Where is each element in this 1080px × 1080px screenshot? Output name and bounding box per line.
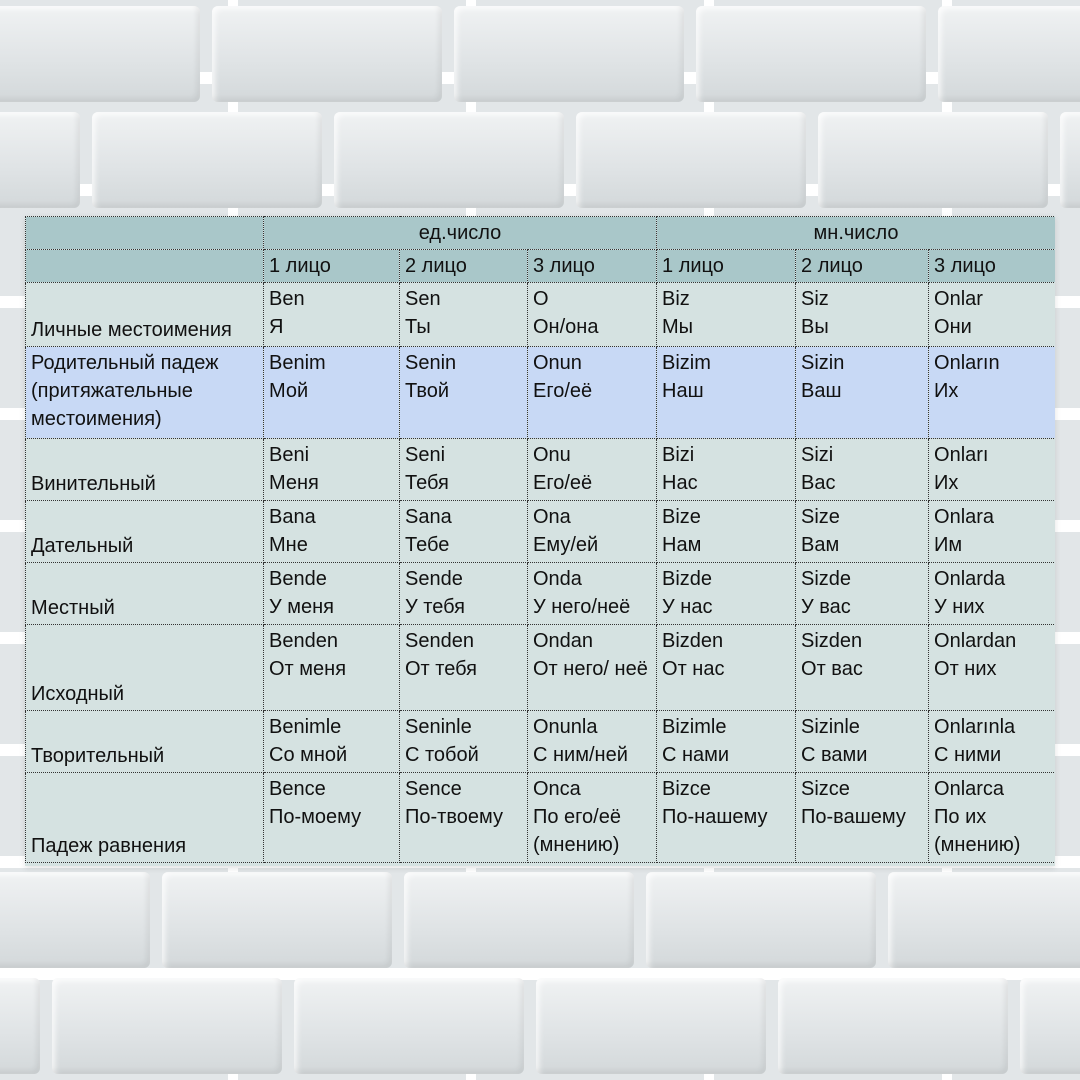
russian-translation: По-вашему — [801, 806, 906, 828]
pronoun-cell — [657, 563, 796, 625]
russian-translation: Они — [934, 316, 972, 338]
pronoun-cell — [528, 347, 657, 439]
pronoun-cell — [264, 563, 400, 625]
russian-translation: По-нашему — [662, 806, 768, 828]
pronoun-cell — [400, 439, 528, 501]
russian-translation: От нас — [662, 658, 725, 680]
turkish-form: Beni — [269, 444, 310, 466]
russian-translation: Нас — [662, 472, 698, 494]
turkish-form: Sizde — [801, 568, 852, 590]
brick-row — [0, 866, 1060, 966]
pronoun-cell — [929, 563, 1055, 625]
russian-translation: С тобой — [405, 744, 479, 766]
pronoun-table-sheet — [25, 216, 1055, 866]
russian-translation: Его/её — [533, 472, 593, 494]
turkish-form: Onlarda — [934, 568, 1006, 590]
turkish-form: Siz — [801, 288, 829, 310]
pronoun-cell — [929, 283, 1055, 347]
table-row — [26, 501, 1056, 563]
russian-translation: У него/неё — [533, 596, 631, 618]
russian-translation: От вас — [801, 658, 863, 680]
number-header-row — [26, 217, 1056, 250]
russian-translation: По его/её (мнению) — [533, 806, 621, 856]
turkish-form: Benimle — [269, 716, 342, 738]
russian-translation: От них — [934, 658, 997, 680]
russian-translation: Он/она — [533, 316, 599, 338]
turkish-form: Sana — [405, 506, 452, 528]
case-label: Винительный — [26, 439, 264, 501]
pronoun-cell — [528, 439, 657, 501]
turkish-form: Onu — [533, 444, 571, 466]
pronoun-cell — [400, 773, 528, 863]
pronoun-cell — [929, 501, 1055, 563]
pronoun-cell — [796, 711, 929, 773]
pronoun-cell — [264, 625, 400, 711]
turkish-form: Bize — [662, 506, 701, 528]
pronoun-cell — [528, 711, 657, 773]
turkish-form: Bizce — [662, 778, 711, 800]
russian-translation: Ему/ей — [533, 534, 599, 556]
table-row — [26, 773, 1056, 863]
turkish-form: Seninle — [405, 716, 472, 738]
russian-translation: Наш — [662, 380, 704, 402]
russian-translation: Мы — [662, 316, 694, 338]
person-header: 1 лицо — [657, 250, 796, 283]
russian-translation: По-моему — [269, 806, 362, 828]
turkish-form: Onca — [533, 778, 581, 800]
pronoun-cell — [528, 501, 657, 563]
person-header: 1 лицо — [264, 250, 400, 283]
turkish-form: Sence — [405, 778, 462, 800]
pronoun-cell — [528, 563, 657, 625]
russian-translation: У нас — [662, 596, 713, 618]
pronoun-cell — [528, 773, 657, 863]
russian-translation: Я — [269, 316, 284, 338]
pronoun-cell — [796, 563, 929, 625]
turkish-form: Bizde — [662, 568, 713, 590]
turkish-form: Onların — [934, 352, 1000, 374]
pronoun-cell — [657, 439, 796, 501]
russian-translation: Их — [934, 472, 959, 494]
table-row — [26, 625, 1056, 711]
russian-translation: Твой — [405, 380, 450, 402]
pronoun-cell — [796, 501, 929, 563]
pronoun-cell — [264, 439, 400, 501]
pronoun-cell — [528, 283, 657, 347]
pronoun-cell — [929, 711, 1055, 773]
table-row — [26, 439, 1056, 501]
pronoun-cell — [657, 283, 796, 347]
pronoun-cell — [796, 773, 929, 863]
turkish-form: Bende — [269, 568, 327, 590]
russian-translation: Мне — [269, 534, 308, 556]
russian-translation: У тебя — [405, 596, 465, 618]
pronoun-cell — [400, 563, 528, 625]
russian-translation: Вас — [801, 472, 836, 494]
russian-translation: Нам — [662, 534, 702, 556]
russian-translation: Тебя — [405, 472, 449, 494]
turkish-form: Bizimle — [662, 716, 727, 738]
turkish-form: Benden — [269, 630, 338, 652]
turkish-form: Sizce — [801, 778, 850, 800]
table-body — [26, 283, 1056, 863]
russian-translation: Со мной — [269, 744, 348, 766]
turkish-form: Bizim — [662, 352, 711, 374]
turkish-form: Senden — [405, 630, 474, 652]
person-header-row — [26, 250, 1056, 283]
pronoun-cell — [657, 711, 796, 773]
turkish-form: Onlarca — [934, 778, 1005, 800]
pronoun-cell — [264, 283, 400, 347]
turkish-form: Onunla — [533, 716, 598, 738]
pronoun-cell — [400, 501, 528, 563]
turkish-form: Seni — [405, 444, 446, 466]
singular-header: ед.число — [264, 217, 657, 250]
person-header: 3 лицо — [528, 250, 657, 283]
russian-translation: Меня — [269, 472, 319, 494]
pronoun-cell — [264, 773, 400, 863]
russian-translation: Тебе — [405, 534, 450, 556]
russian-translation: От тебя — [405, 658, 477, 680]
case-label: Дательный — [26, 501, 264, 563]
pronoun-cell — [796, 283, 929, 347]
turkish-form: Ben — [269, 288, 305, 310]
turkish-form: Onun — [533, 352, 582, 374]
turkish-form: Size — [801, 506, 840, 528]
russian-translation: Ты — [405, 316, 431, 338]
pronoun-cell — [929, 347, 1055, 439]
corner-cell — [26, 217, 264, 250]
russian-translation: Мой — [269, 380, 309, 402]
turkish-form: Bizden — [662, 630, 724, 652]
turkish-form: Onlara — [934, 506, 995, 528]
brick-row — [0, 972, 950, 1072]
russian-translation: С ним/ней — [533, 744, 628, 766]
turkish-form: Sende — [405, 568, 463, 590]
turkish-form: Senin — [405, 352, 457, 374]
brick-row — [0, 106, 990, 206]
russian-translation: От него/ неё — [533, 658, 648, 680]
pronoun-cell — [400, 347, 528, 439]
pronoun-cell — [400, 711, 528, 773]
case-label: Падеж равнения — [26, 773, 264, 863]
turkish-form: Ona — [533, 506, 571, 528]
russian-translation: От меня — [269, 658, 347, 680]
table-row — [26, 347, 1056, 439]
russian-translation: С вами — [801, 744, 868, 766]
case-label: Родительный падеж (притяжательные местоимения) — [26, 347, 264, 439]
pronoun-declension-table — [25, 216, 1055, 863]
turkish-form: Sizinle — [801, 716, 860, 738]
russian-translation: По-твоему — [405, 806, 503, 828]
pronoun-cell — [657, 501, 796, 563]
person-header: 3 лицо — [929, 250, 1055, 283]
case-label: Творительный — [26, 711, 264, 773]
person-header: 2 лицо — [796, 250, 929, 283]
table-row — [26, 563, 1056, 625]
turkish-form: Sizi — [801, 444, 834, 466]
turkish-form: Benim — [269, 352, 326, 374]
turkish-form: Onlardan — [934, 630, 1017, 652]
russian-translation: Вам — [801, 534, 840, 556]
russian-translation: У меня — [269, 596, 335, 618]
plural-header: мн.число — [657, 217, 1055, 250]
table-row — [26, 711, 1056, 773]
turkish-form: Biz — [662, 288, 690, 310]
turkish-form: Onlarınla — [934, 716, 1016, 738]
russian-translation: По их (мнению) — [934, 806, 1021, 856]
pronoun-cell — [657, 347, 796, 439]
table-row — [26, 283, 1056, 347]
pronoun-cell — [929, 439, 1055, 501]
turkish-form: Sizden — [801, 630, 863, 652]
turkish-form: Bana — [269, 506, 316, 528]
pronoun-cell — [796, 347, 929, 439]
pronoun-cell — [929, 773, 1055, 863]
pronoun-cell — [528, 625, 657, 711]
russian-translation: Им — [934, 534, 963, 556]
russian-translation: Их — [934, 380, 959, 402]
russian-translation: Вы — [801, 316, 829, 338]
corner-cell — [26, 250, 264, 283]
pronoun-cell — [657, 625, 796, 711]
case-label: Исходный — [26, 625, 264, 711]
pronoun-cell — [796, 625, 929, 711]
turkish-form: Bizi — [662, 444, 695, 466]
case-label: Личные местоимения — [26, 283, 264, 347]
russian-translation: Ваш — [801, 380, 842, 402]
pronoun-cell — [264, 711, 400, 773]
pronoun-cell — [400, 625, 528, 711]
russian-translation: У вас — [801, 596, 851, 618]
turkish-form: Sizin — [801, 352, 845, 374]
pronoun-cell — [400, 283, 528, 347]
russian-translation: У них — [934, 596, 985, 618]
pronoun-cell — [657, 773, 796, 863]
turkish-form: O — [533, 288, 549, 310]
pronoun-cell — [264, 347, 400, 439]
case-label: Местный — [26, 563, 264, 625]
russian-translation: С нами — [662, 744, 730, 766]
turkish-form: Onlar — [934, 288, 983, 310]
pronoun-cell — [264, 501, 400, 563]
russian-translation: С ними — [934, 744, 1002, 766]
pronoun-cell — [796, 439, 929, 501]
russian-translation: Его/её — [533, 380, 593, 402]
turkish-form: Bence — [269, 778, 326, 800]
turkish-form: Ondan — [533, 630, 594, 652]
person-header: 2 лицо — [400, 250, 528, 283]
turkish-form: Sen — [405, 288, 441, 310]
turkish-form: Onları — [934, 444, 989, 466]
brick-row — [0, 0, 1080, 100]
pronoun-cell — [929, 625, 1055, 711]
turkish-form: Onda — [533, 568, 582, 590]
